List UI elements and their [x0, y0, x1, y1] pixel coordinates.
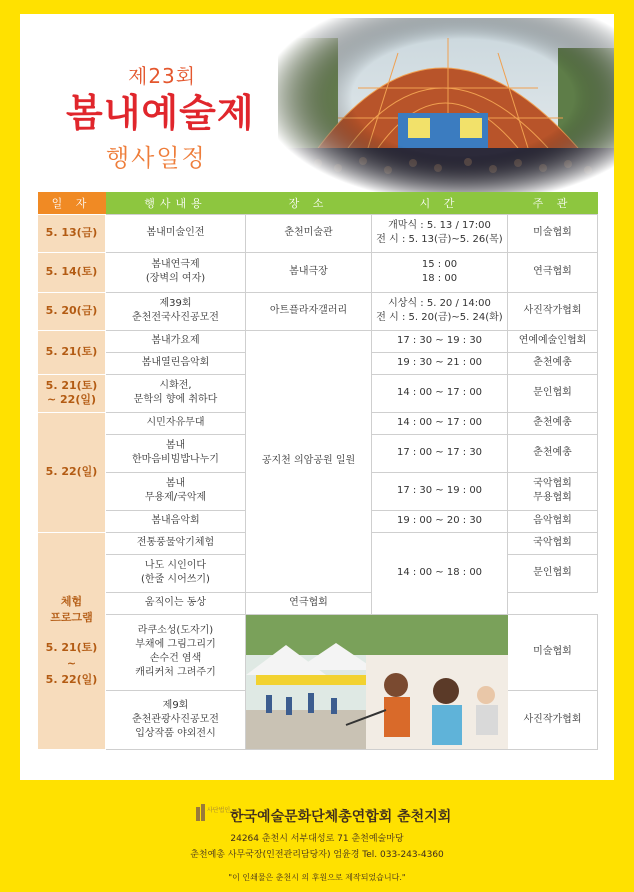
event-line: 입상작품 야외전시 — [135, 727, 216, 739]
date-line: 프로그램 — [50, 610, 93, 624]
table-row — [38, 292, 598, 330]
event-cell — [106, 434, 246, 472]
event-line: 라쿠소성(도자기) — [137, 625, 214, 637]
event-line: 무용제/국악제 — [144, 492, 207, 503]
event-cell: 시민자유무대 — [106, 412, 246, 434]
event-line: 봄내 — [165, 440, 186, 451]
header-time: 시 간 — [372, 192, 508, 214]
event-line: 봄내연극제 — [151, 259, 200, 270]
host-cell: 춘천예총 — [508, 412, 598, 434]
venue-cell: 봄내극장 — [246, 252, 372, 292]
event-line: (장벽의 여자) — [145, 273, 206, 284]
table-row — [38, 592, 598, 614]
header-host: 주 관 — [508, 192, 598, 214]
venue-cell: 춘천미술관 — [246, 214, 372, 252]
host-cell: 사진작가협회 — [508, 292, 598, 330]
venue-cell: 아트플라자갤러리 — [246, 292, 372, 330]
host-cell: 연극협회 — [508, 252, 598, 292]
date-line: 체험 — [60, 594, 83, 608]
host-cell: 미술협회 — [508, 214, 598, 252]
event-line: 제9회 — [162, 699, 189, 711]
time-line: 15 : 00 — [421, 259, 458, 270]
event-cell — [106, 554, 246, 592]
time-cell: 17 : 30 ~ 19 : 00 — [372, 472, 508, 510]
date-cell: 5. 22(일) — [38, 412, 106, 532]
time-line: 전 시 : 5. 13(금)~5. 26(목) — [376, 234, 503, 245]
header-event: 행사내용 — [106, 192, 246, 214]
time-cell: 17 : 30 ~ 19 : 30 — [372, 330, 508, 352]
time-cell — [372, 292, 508, 330]
host-line: 무용협회 — [533, 492, 572, 503]
host-cell: 춘천예총 — [508, 352, 598, 374]
event-line: (한줄 시어쓰기) — [141, 574, 210, 585]
table-row — [38, 214, 598, 252]
event-line: 부채에 그림그리기 — [135, 639, 216, 651]
stage-dome-photo — [278, 18, 614, 194]
schedule-table — [37, 192, 598, 750]
host-cell: 연극협회 — [246, 592, 372, 614]
time-cell: 17 : 00 ~ 17 : 30 — [372, 434, 508, 472]
host-cell: 미술협회 — [508, 614, 598, 691]
org-logo — [196, 804, 231, 824]
event-line: 문학의 향에 취하다 — [133, 394, 218, 405]
host-cell: 국악협회 — [508, 532, 598, 554]
event-cell: 봄내열린음악회 — [106, 352, 246, 374]
header-date: 일 자 — [38, 192, 106, 214]
date-line: 5. 21(토) — [45, 640, 98, 654]
festival-title: 봄내예술제 — [66, 91, 255, 135]
date-cell: 5. 14(토) — [38, 252, 106, 292]
date-line: ~ — [66, 656, 77, 670]
host-cell: 문인협회 — [508, 554, 598, 592]
date-cell — [38, 532, 106, 749]
poster-page — [20, 14, 614, 780]
time-cell — [372, 252, 508, 292]
time-line: 전 시 : 5. 20(금)~5. 24(화) — [376, 312, 503, 323]
event-cell: 봄내음악회 — [106, 510, 246, 532]
time-line: 시상식 : 5. 20 / 14:00 — [388, 298, 491, 309]
event-line: 제39회 — [159, 298, 192, 309]
table-row — [38, 330, 598, 352]
event-cell — [106, 614, 246, 691]
date-cell: 5. 13(금) — [38, 214, 106, 252]
event-line: 시화전, — [159, 380, 192, 391]
event-line: 손수건 염색 — [149, 653, 202, 665]
time-line: 18 : 00 — [421, 273, 458, 284]
table-header-row — [38, 192, 598, 214]
org-contact: 춘천예총 사무국장(인전관리담당자) 엄윤경 Tel. 033-243-4360 — [190, 850, 444, 860]
event-line: 한마음비빔밥나누기 — [132, 454, 219, 465]
host-cell: 문인협회 — [508, 374, 598, 412]
host-line: 국악협회 — [533, 478, 572, 489]
header-venue: 장 소 — [246, 192, 372, 214]
host-cell: 연예예술인협회 — [508, 330, 598, 352]
date-cell: 5. 21(토) — [38, 330, 106, 374]
date-cell — [38, 374, 106, 412]
event-cell: 봄내미술인전 — [106, 214, 246, 252]
festival-photo — [246, 614, 508, 749]
event-line: 봄내 — [165, 478, 186, 489]
date-line: ~ 22(일) — [46, 393, 97, 406]
event-cell: 움직이는 동상 — [106, 592, 246, 614]
date-cell: 5. 20(금) — [38, 292, 106, 330]
event-line: 캐리커처 그려주기 — [135, 667, 216, 679]
event-line: 춘천전국사진공모전 — [132, 312, 219, 323]
host-cell: 음악협회 — [508, 510, 598, 532]
sponsor-note: "이 인쇄물은 춘천시 의 후원으로 제작되었습니다." — [228, 873, 406, 882]
edition-label: 제23회 — [128, 64, 197, 88]
event-cell — [106, 691, 246, 749]
host-cell: 사진작가협회 — [508, 691, 598, 749]
table-row — [38, 252, 598, 292]
time-line: 개막식 : 5. 13 / 17:00 — [388, 220, 491, 231]
logo-text: 사단법인 — [207, 807, 231, 814]
org-name: 한국예술문화단체총연합회 춘천지회 — [230, 809, 452, 825]
time-cell — [372, 214, 508, 252]
time-cell: 14 : 00 ~ 17 : 00 — [372, 374, 508, 412]
time-cell: 19 : 30 ~ 21 : 00 — [372, 352, 508, 374]
time-cell: 19 : 00 ~ 20 : 30 — [372, 510, 508, 532]
event-cell — [106, 252, 246, 292]
host-cell — [508, 472, 598, 510]
event-cell — [106, 472, 246, 510]
event-cell: 전통풍물악기체험 — [106, 532, 246, 554]
time-cell: 14 : 00 ~ 18 : 00 — [372, 532, 508, 614]
date-line: 5. 22(일) — [45, 672, 98, 686]
org-address: 24264 춘천시 서부대성로 71 춘천예술마당 — [230, 834, 404, 844]
event-cell: 봄내가요제 — [106, 330, 246, 352]
event-cell — [106, 374, 246, 412]
host-cell: 춘천예총 — [508, 434, 598, 472]
table-row — [38, 614, 598, 691]
event-cell — [106, 292, 246, 330]
time-cell: 14 : 00 ~ 17 : 00 — [372, 412, 508, 434]
venue-cell: 공지천 의암공원 일원 — [246, 330, 372, 592]
event-line: 춘천관광사진공모전 — [132, 713, 219, 725]
date-line: 5. 21(토) — [45, 379, 98, 392]
event-line: 나도 시인이다 — [144, 560, 207, 571]
schedule-subtitle: 행사일정 — [106, 144, 207, 172]
